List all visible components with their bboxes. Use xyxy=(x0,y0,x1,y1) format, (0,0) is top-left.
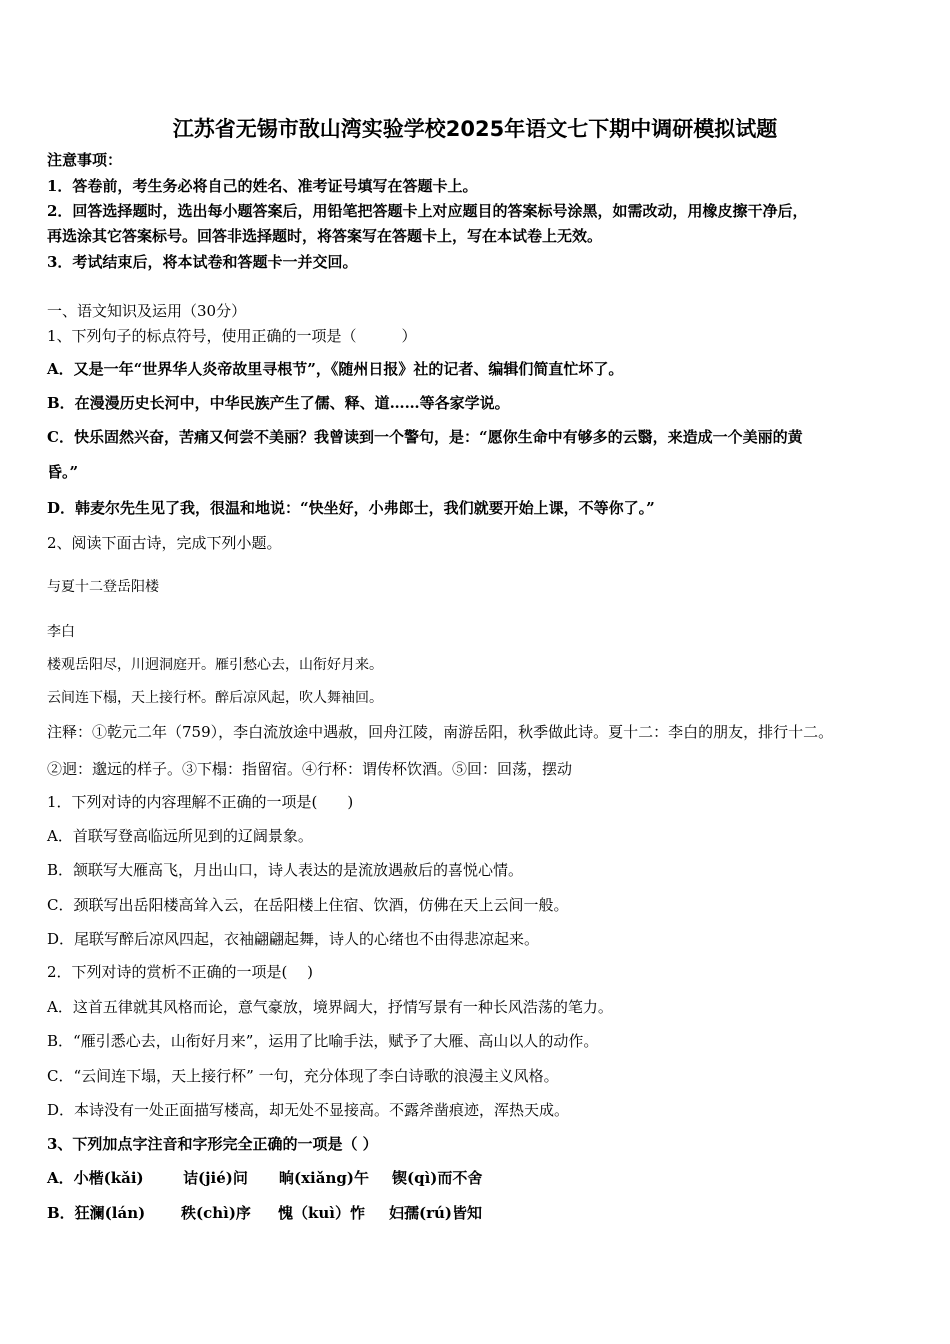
notice-item: 3．考试结束后，将本试卷和答题卡一并交回。 xyxy=(47,253,358,271)
q3-a-item: 锲(qì)而不舍 xyxy=(392,1169,483,1187)
question-2-stem: 2、阅读下面古诗，完成下列小题。 xyxy=(47,534,282,552)
sub1-stem: 1．下列对诗的内容理解不正确的一项是( ) xyxy=(47,793,354,811)
poem-author: 李白 xyxy=(47,624,75,640)
sub2-option-a: A．这首五律就其风格而论，意气豪放，境界阔大，抒情写景有一种长风浩荡的笔力。 xyxy=(47,998,613,1016)
q1-option-d: D．韩麦尔先生见了我，很温和地说：“快坐好，小弗郎士，我们就要开始上课，不等你了。” xyxy=(47,499,655,517)
q3-b-item: 愧（kuì）怍 xyxy=(278,1204,365,1222)
sub2-option-c: C．“云间连下塌，天上接行杯” 一句，充分体现了李白诗歌的浪漫主义风格。 xyxy=(47,1067,559,1085)
q3-b-item: B．狂澜(lán) xyxy=(47,1204,146,1222)
question-1-stem: 1、下列句子的标点符号，使用正确的一项是（ ） xyxy=(47,327,417,345)
q3-a-item: A．小楷(kǎi) xyxy=(47,1169,144,1187)
sub2-stem: 2．下列对诗的赏析不正确的一项是( ) xyxy=(47,963,314,981)
question-3-stem: 3、下列加点字注音和字形完全正确的一项是（ ） xyxy=(47,1135,378,1153)
q1-option-b: B．在漫漫历史长河中，中华民族产生了儒、释、道……等各家学说。 xyxy=(47,394,510,412)
sub1-option-a: A．首联写登高临远所见到的辽阔景象。 xyxy=(47,827,313,845)
q3-b-item: 秩(chì)序 xyxy=(181,1204,251,1222)
q3-a-item: 诘(jié)问 xyxy=(183,1169,248,1187)
notice-item: 2．回答选择题时，选出每小题答案后，用铅笔把答题卡上对应题目的答案标号涂黑，如需改动，用橡皮擦干净后， xyxy=(47,202,808,220)
q3-a-item: 晌(xiǎng)午 xyxy=(279,1169,369,1187)
q1-option-c-cont: 昏。” xyxy=(47,463,79,481)
q3-b-item: 妇孺(rú)皆知 xyxy=(389,1204,483,1222)
poem-line: 云间连下榻，天上接行杯。醉后凉风起，吹人舞袖回。 xyxy=(47,690,383,706)
sub2-option-b: B．“雁引悉心去，山衔好月来”，运用了比喻手法，赋予了大雁、高山以人的动作。 xyxy=(47,1032,599,1050)
sub1-option-b: B．颔联写大雁高飞，月出山口，诗人表达的是流放遇赦后的喜悦心情。 xyxy=(47,861,524,879)
sub1-option-c: C．颈联写出岳阳楼高耸入云，在岳阳楼上住宿、饮酒，仿佛在天上云间一般。 xyxy=(47,896,569,914)
sub1-option-d: D．尾联写醉后凉风四起，衣袖翩翩起舞，诗人的心绪也不由得悲凉起来。 xyxy=(47,930,540,948)
notice-heading: 注意事项： xyxy=(47,151,123,169)
section-heading: 一、语文知识及运用（30分） xyxy=(47,302,247,320)
poem-line: 楼观岳阳尽，川迥洞庭开。雁引愁心去，山衔好月来。 xyxy=(47,657,383,673)
notice-item: 再选涂其它答案标号。回答非选择题时，将答案写在答题卡上，写在本试卷上无效。 xyxy=(47,227,603,245)
page-title: 江苏省无锡市敔山湾实验学校2025年语文七下期中调研模拟试题 xyxy=(172,117,778,141)
q1-option-c: C．快乐固然兴奋，苦痛又何尝不美丽？我曾读到一个警句，是：“愿你生命中有够多的云翳，来造成一个美丽的黄 xyxy=(47,428,803,446)
sub2-option-d: D．本诗没有一处正面描写楼高，却无处不显接高。不露斧凿痕迹，浑热天成。 xyxy=(47,1101,570,1119)
notice-item: 1．答卷前，考生务必将自己的姓名、准考证号填写在答题卡上。 xyxy=(47,177,478,195)
poem-notes: ②迥：邈远的样子。③下榻：指留宿。④行杯：谓传杯饮酒。⑤回：回荡，摆动 xyxy=(47,760,573,778)
q1-option-a: A．又是一年“世界华人炎帝故里寻根节”，《随州日报》社的记者、编辑们简直忙坏了。 xyxy=(47,360,624,378)
poem-notes: 注释：①乾元二年（759），李白流放途中遇赦，回舟江陵，南游岳阳，秋季做此诗。夏十二：李白的朋友，排行十二。 xyxy=(47,723,834,741)
poem-title: 与夏十二登岳阳楼 xyxy=(47,579,159,595)
